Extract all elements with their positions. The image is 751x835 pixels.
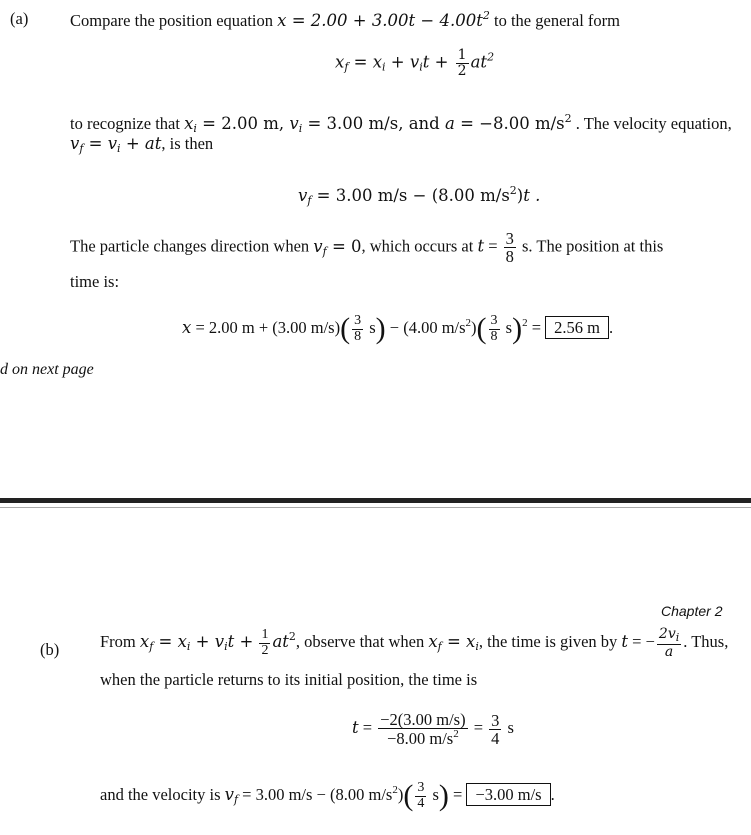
half-fraction: $\frac{1}{2}$ bbox=[457, 47, 467, 79]
recognize-text: to recognize that bbox=[70, 114, 180, 133]
recognize-line bbox=[70, 112, 732, 135]
velocity-equation: $v_f = 3.00$ m/s − (8.00 $m/s^2)t$ . bbox=[298, 184, 541, 207]
t-calculation: t = $\frac{-2(3.00 m/s)}{-8.00 m/s^2}$ = $\frac{3}{4}$ s bbox=[352, 710, 514, 749]
t-expression-fraction: $\frac{2v_i}{a}$ bbox=[658, 626, 680, 660]
t-calc-fraction: $\frac{-2(3.00 m/s)}{-8.00 m/s^2}$ bbox=[380, 710, 466, 749]
position-equation: $x = 2.00 + 3.00t - 4.00t^2$ bbox=[277, 9, 490, 30]
intro-tail: to the general form bbox=[494, 11, 620, 30]
t-fraction: $\frac{3}{8}$ bbox=[505, 229, 514, 267]
recognized-values: $x_i = 2.00$ m, $v_i = 3.00$ m/s, and a = −8.00 $m/s^2$ bbox=[184, 112, 572, 135]
time-is-text: time is: bbox=[70, 272, 120, 291]
return-text: when the particle returns to its initial position, the time is bbox=[100, 670, 478, 689]
part-a-label: (a) bbox=[10, 9, 29, 28]
intro-text: Compare the position equation bbox=[70, 11, 274, 30]
answer-box-b: −3.00 m/s bbox=[466, 783, 550, 806]
direction-line: The particle changes direction when $v_f = 0$, which occurs at t = $\frac{3}{8}$ s. The position at this bbox=[70, 229, 664, 267]
velocity-intro: . The velocity equation, bbox=[575, 114, 732, 133]
page-separator-thin bbox=[0, 507, 751, 508]
page-separator-thick bbox=[0, 498, 751, 503]
chapter-header: Chapter 2 bbox=[661, 603, 723, 619]
part-a-intro-line bbox=[70, 9, 620, 31]
position-calculation: x = 2.00 m + (3.00 m/s)( $\frac{3}{8}$ s) − (4.00 $m/s^2$)( $\frac{3}{8}$ s)$^2$ = 2.56 m . bbox=[182, 312, 614, 346]
part-b-from-line: From $x_f = x_i + v_it$ + $\frac{1}{2}$ $at^2$, observe that when $x_f = x_i$, the time is given by t = − $\frac{2v_i}{a}$ . Thus, bbox=[100, 626, 729, 660]
velocity-result-line: and the velocity is $v_f = 3.00$ m/s − (8.00 $m/s^2$)( $\frac{3}{4}$ s) = −3.00 m/s . bbox=[100, 779, 555, 813]
part-b-label: (b) bbox=[40, 640, 60, 659]
continued-note: d on next page bbox=[0, 361, 94, 378]
velocity-general-line: $v_f = v_i$ + at, is then bbox=[70, 134, 214, 155]
general-form-equation: $x_f = x_i + v_it$ + $\frac{1}{2}$ $at^2$ bbox=[335, 47, 495, 79]
answer-box-a: 2.56 m bbox=[545, 316, 609, 339]
t-tail: s. The position at this bbox=[522, 236, 664, 256]
